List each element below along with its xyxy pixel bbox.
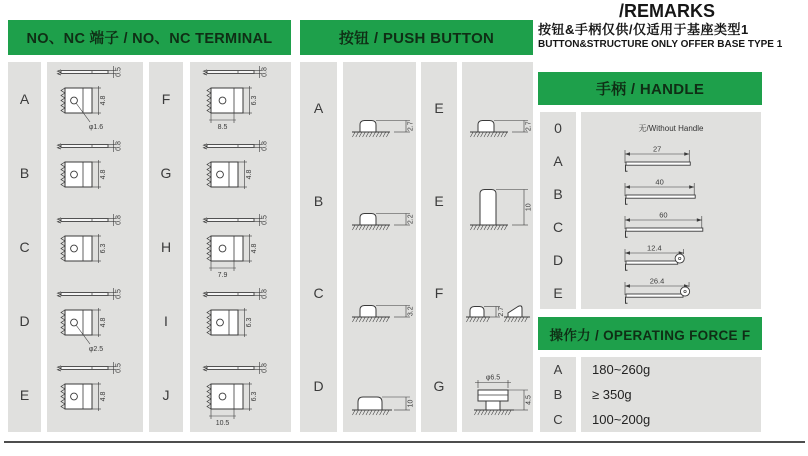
svg-text:10: 10 bbox=[525, 203, 533, 211]
terminal-diagram-B bbox=[47, 136, 143, 210]
svg-text:0.8: 0.8 bbox=[115, 141, 123, 151]
svg-text:40: 40 bbox=[655, 178, 664, 187]
terminal-diagram-column-2 bbox=[190, 62, 291, 432]
svg-text:0.5: 0.5 bbox=[115, 289, 123, 299]
handle-diagram-column bbox=[581, 112, 761, 309]
terminal-diagram-A bbox=[47, 62, 143, 136]
terminal-row-label-J: J bbox=[162, 387, 170, 403]
button-label-column-2 bbox=[421, 62, 457, 432]
svg-text:0.8: 0.8 bbox=[115, 215, 123, 225]
terminal-row-label-E: E bbox=[19, 387, 30, 403]
svg-text:φ1.6: φ1.6 bbox=[88, 124, 104, 131]
force-label-column bbox=[540, 357, 576, 432]
terminal-row-label-A: A bbox=[19, 91, 30, 107]
button-diagram-F-2 bbox=[462, 247, 533, 340]
svg-text:0.8: 0.8 bbox=[261, 67, 268, 77]
svg-text:27: 27 bbox=[652, 145, 662, 154]
handle-diagram-0 bbox=[581, 112, 761, 145]
terminal-drawing-G bbox=[193, 138, 289, 208]
svg-text:8.5: 8.5 bbox=[217, 124, 227, 131]
remarks-title: /REMARKS bbox=[618, 1, 715, 21]
handle-drawing-D bbox=[581, 244, 761, 276]
terminal-row-label-B: B bbox=[19, 165, 30, 181]
button-row-label-A-0: A bbox=[313, 100, 324, 117]
svg-text:4.8: 4.8 bbox=[100, 391, 107, 402]
terminal-row-label-I: I bbox=[164, 313, 168, 329]
button-drawing-E-0 bbox=[462, 74, 533, 142]
terminal-section-header bbox=[8, 20, 291, 55]
force-row-label-A: A bbox=[553, 362, 563, 377]
button-diagram-A-0 bbox=[343, 62, 416, 155]
handle-diagram-E bbox=[581, 276, 761, 309]
svg-text:6.3: 6.3 bbox=[245, 317, 253, 328]
handle-row-label-B: B bbox=[553, 186, 563, 203]
handle-diagram-B bbox=[581, 178, 761, 211]
terminal-diagram-E bbox=[47, 358, 143, 432]
handle-row-label-C: C bbox=[552, 218, 564, 235]
button-row-label-D-3: D bbox=[313, 377, 324, 394]
button-diagram-E-1 bbox=[462, 155, 533, 248]
terminal-drawing-H bbox=[193, 212, 289, 282]
svg-text:4.8: 4.8 bbox=[100, 317, 107, 328]
handle-drawing-A bbox=[581, 145, 761, 177]
svg-text:6.3: 6.3 bbox=[250, 391, 258, 402]
force-row-value-C: 100~200g bbox=[592, 412, 651, 427]
terminal-row-label-G: G bbox=[160, 165, 172, 181]
svg-text:0.8: 0.8 bbox=[261, 289, 268, 299]
svg-text:2.7: 2.7 bbox=[407, 121, 415, 132]
terminal-label-column-2 bbox=[149, 62, 183, 432]
terminal-diagram-C bbox=[47, 210, 143, 284]
handle-row-label-0: 0 bbox=[554, 120, 562, 137]
terminal-row-label-F: F bbox=[161, 91, 171, 107]
terminal-drawing-A bbox=[47, 64, 143, 134]
svg-text:4.8: 4.8 bbox=[250, 243, 258, 254]
svg-text:4.8: 4.8 bbox=[100, 95, 107, 106]
svg-text:2.7: 2.7 bbox=[498, 307, 505, 317]
terminal-drawing-B bbox=[47, 138, 143, 208]
svg-text:7.9: 7.9 bbox=[217, 272, 227, 279]
handle-section-title: 手柄 / HANDLE bbox=[595, 81, 705, 98]
terminal-diagram-H bbox=[190, 210, 291, 284]
terminal-diagram-J bbox=[190, 358, 291, 432]
button-drawing-F-2 bbox=[462, 259, 533, 327]
remarks-block bbox=[538, 1, 796, 51]
handle-row-label-A: A bbox=[553, 153, 563, 170]
svg-text:0.8: 0.8 bbox=[261, 141, 268, 151]
handle-drawing-C bbox=[581, 211, 761, 243]
handle-label-column bbox=[540, 112, 576, 309]
svg-text:6.3: 6.3 bbox=[100, 243, 107, 254]
svg-text:4.8: 4.8 bbox=[245, 169, 253, 180]
handle-diagram-D bbox=[581, 243, 761, 276]
terminal-drawing-I bbox=[193, 286, 289, 356]
force-row-value-B: ≥ 350g bbox=[592, 387, 632, 402]
force-value-column bbox=[581, 357, 761, 432]
terminal-label-column-1 bbox=[8, 62, 41, 432]
button-drawing-E-1 bbox=[462, 167, 533, 235]
svg-text:0.5: 0.5 bbox=[115, 363, 123, 373]
button-diagram-column-2 bbox=[462, 62, 533, 432]
force-row-label-C: C bbox=[553, 412, 563, 427]
terminal-diagram-column-1 bbox=[47, 62, 143, 432]
terminal-diagram-D bbox=[47, 284, 143, 358]
button-label-column-1 bbox=[300, 62, 337, 432]
svg-text:2.7: 2.7 bbox=[525, 121, 533, 132]
handle-diagram-C bbox=[581, 210, 761, 243]
svg-text:φ6.5: φ6.5 bbox=[485, 374, 501, 382]
terminal-row-label-D: D bbox=[19, 313, 30, 329]
button-drawing-G-3 bbox=[462, 352, 533, 420]
force-row-label-B: B bbox=[553, 387, 563, 402]
force-section-title: 操作力 / OPERATING FORCE F bbox=[549, 327, 751, 343]
button-drawing-D-3 bbox=[344, 352, 415, 420]
svg-text:4.8: 4.8 bbox=[100, 169, 107, 180]
handle-drawing-E bbox=[581, 277, 761, 309]
svg-text:0.5: 0.5 bbox=[115, 67, 123, 77]
terminal-diagram-I bbox=[190, 284, 291, 358]
button-diagram-column-1 bbox=[343, 62, 416, 432]
terminal-drawing-J bbox=[193, 360, 289, 430]
terminal-drawing-D bbox=[47, 286, 143, 356]
svg-text:60: 60 bbox=[659, 210, 668, 220]
handle-drawing-B bbox=[581, 178, 761, 210]
svg-text:12.4: 12.4 bbox=[647, 243, 662, 253]
svg-text:2.2: 2.2 bbox=[407, 214, 415, 224]
button-diagram-E-0 bbox=[462, 62, 533, 155]
svg-text:26.4: 26.4 bbox=[649, 276, 665, 286]
terminal-row-label-H: H bbox=[160, 239, 172, 255]
terminal-diagram-G bbox=[190, 136, 291, 210]
button-row-label-B-1: B bbox=[313, 192, 324, 209]
handle-section-header bbox=[538, 72, 762, 105]
button-row-label-G-3: G bbox=[433, 377, 445, 394]
button-drawing-A-0 bbox=[344, 74, 415, 142]
svg-text:6.3: 6.3 bbox=[250, 95, 258, 106]
button-drawing-C-2 bbox=[344, 259, 415, 327]
button-row-label-E-0: E bbox=[434, 100, 444, 117]
svg-text:10.5: 10.5 bbox=[215, 420, 229, 427]
button-diagram-D-3 bbox=[343, 340, 416, 433]
remarks-line-en: BUTTON&STRUCTURE ONLY OFFER BASE TYPE 1 bbox=[538, 39, 783, 50]
button-diagram-C-2 bbox=[343, 247, 416, 340]
handle-row-label-D: D bbox=[552, 251, 564, 268]
terminal-row-label-C: C bbox=[19, 239, 30, 255]
svg-text:φ2.5: φ2.5 bbox=[88, 346, 104, 353]
svg-text:4.5: 4.5 bbox=[525, 394, 533, 405]
button-section-title: 按钮 / PUSH BUTTON bbox=[338, 30, 495, 47]
svg-text:3.2: 3.2 bbox=[407, 306, 415, 317]
terminal-drawing-E bbox=[47, 360, 143, 430]
terminal-drawing-C bbox=[47, 212, 143, 282]
button-diagram-B-1 bbox=[343, 155, 416, 248]
force-row-value-A: 180~260g bbox=[592, 362, 651, 377]
button-drawing-B-1 bbox=[344, 167, 415, 235]
terminal-diagram-F bbox=[190, 62, 291, 136]
button-section-header bbox=[300, 20, 533, 55]
button-row-label-E-1: E bbox=[434, 192, 444, 209]
bottom-rule bbox=[4, 441, 805, 443]
handle-diagram-A bbox=[581, 145, 761, 178]
svg-text:10: 10 bbox=[407, 399, 415, 408]
svg-text:0.5: 0.5 bbox=[261, 215, 268, 225]
button-diagram-G-3 bbox=[462, 340, 533, 433]
button-row-label-C-2: C bbox=[313, 285, 324, 302]
remarks-line-cn: 按钮&手柄仅供/仅适用于基座类型1 bbox=[538, 22, 749, 37]
without-handle-note: 无/Without Handle bbox=[638, 123, 704, 133]
svg-text:0.8: 0.8 bbox=[261, 363, 268, 373]
terminal-section-title: NO、NC 端子 / NO、NC TERMINAL bbox=[26, 31, 273, 47]
terminal-drawing-F bbox=[193, 64, 289, 134]
button-row-label-F-2: F bbox=[434, 285, 444, 302]
handle-row-label-E: E bbox=[553, 284, 563, 301]
force-section-header bbox=[538, 317, 762, 350]
